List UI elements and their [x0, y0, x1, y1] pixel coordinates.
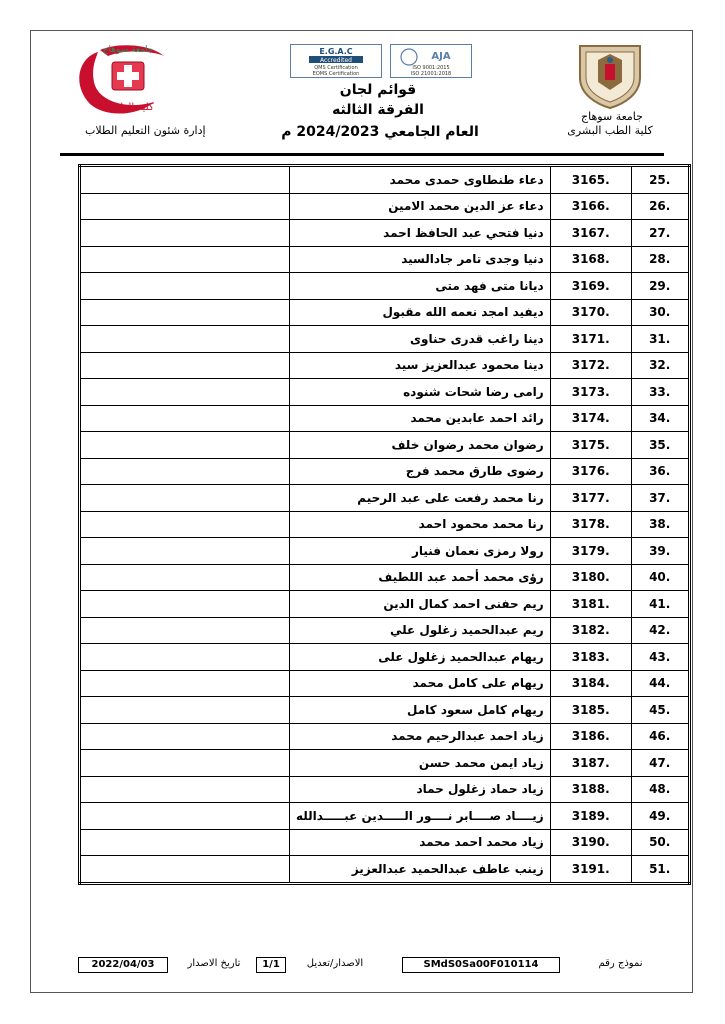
table-row — [80, 538, 690, 565]
student-name: ريهام كامل سعود كامل — [290, 697, 551, 724]
table-row — [80, 166, 690, 194]
table-row — [80, 750, 690, 777]
student-name: رضوى طارق محمد فرج — [290, 458, 551, 485]
document-footer — [78, 957, 663, 973]
table-row — [80, 856, 690, 884]
student-name: زياد حماد زغلول حماد — [290, 776, 551, 803]
table-row — [80, 432, 690, 459]
table-row — [80, 299, 690, 326]
table-row — [80, 485, 690, 512]
student-name: دعاء عز الدين محمد الامين — [290, 193, 551, 220]
student-code: 3166. — [550, 193, 631, 220]
svg-text:ISO 9001:2015: ISO 9001:2015 — [412, 65, 450, 71]
department-label: إدارة شئون التعليم الطلاب — [85, 124, 206, 137]
student-name: ديانا متى فهد متى — [290, 273, 551, 300]
university-crest-icon — [572, 42, 648, 110]
table-row — [80, 352, 690, 379]
accreditation-badges — [290, 44, 480, 78]
student-name: زينب عاطف عبدالحميد عبدالعزيز — [290, 856, 551, 884]
row-serial: 40. — [631, 564, 689, 591]
signature-cell — [80, 352, 290, 379]
table-row — [80, 644, 690, 671]
signature-cell — [80, 485, 290, 512]
student-code: 3180. — [550, 564, 631, 591]
student-code: 3190. — [550, 829, 631, 856]
table-row — [80, 273, 690, 300]
student-code: 3171. — [550, 326, 631, 353]
row-serial: 34. — [631, 405, 689, 432]
student-code: 3168. — [550, 246, 631, 273]
row-serial: 27. — [631, 220, 689, 247]
signature-cell — [80, 379, 290, 406]
page-title: قوائم لجان — [339, 82, 417, 98]
row-serial: 45. — [631, 697, 689, 724]
student-name: رؤى محمد أحمد عبد اللطيف — [290, 564, 551, 591]
row-serial: 33. — [631, 379, 689, 406]
svg-text:Accredited: Accredited — [320, 57, 352, 64]
row-serial: 48. — [631, 776, 689, 803]
student-code: 3188. — [550, 776, 631, 803]
student-code: 3187. — [550, 750, 631, 777]
signature-cell — [80, 670, 290, 697]
form-number-label: نموذج رقم — [598, 958, 643, 969]
row-serial: 26. — [631, 193, 689, 220]
svg-text:EOMS Certification: EOMS Certification — [312, 71, 360, 77]
signature-cell — [80, 644, 290, 671]
signature-cell — [80, 856, 290, 884]
row-serial: 50. — [631, 829, 689, 856]
student-code: 3189. — [550, 803, 631, 830]
student-name: رامى رضا شحات شنوده — [290, 379, 551, 406]
student-code: 3172. — [550, 352, 631, 379]
signature-cell — [80, 723, 290, 750]
student-name: رنا محمد رفعت على عبد الرحيم — [290, 485, 551, 512]
table-row — [80, 193, 690, 220]
signature-cell — [80, 776, 290, 803]
revision-value: 1/1 — [256, 957, 286, 973]
student-name: دينا راغب قدرى حناوى — [290, 326, 551, 353]
signature-cell — [80, 326, 290, 353]
aja-badge — [390, 44, 472, 78]
student-name: زياد محمد احمد محمد — [290, 829, 551, 856]
row-serial: 29. — [631, 273, 689, 300]
student-code: 3186. — [550, 723, 631, 750]
logo-arc-text-bottom: كلية الطب — [110, 102, 154, 113]
row-serial: 28. — [631, 246, 689, 273]
student-code: 3179. — [550, 538, 631, 565]
student-name: رولا رمزى نعمان فنيار — [290, 538, 551, 565]
row-serial: 35. — [631, 432, 689, 459]
student-code: 3175. — [550, 432, 631, 459]
logo-arc-text-top: جامعة سوهاج — [102, 45, 154, 55]
student-code: 3167. — [550, 220, 631, 247]
signature-cell — [80, 166, 290, 194]
signature-cell — [80, 538, 290, 565]
signature-cell — [80, 246, 290, 273]
student-code: 3165. — [550, 166, 631, 194]
table-row — [80, 617, 690, 644]
student-name: دينا محمود عبدالعزيز سيد — [290, 352, 551, 379]
signature-cell — [80, 803, 290, 830]
table-row — [80, 670, 690, 697]
student-code: 3176. — [550, 458, 631, 485]
student-name: زياد ايمن محمد حسن — [290, 750, 551, 777]
signature-cell — [80, 273, 290, 300]
student-code: 3185. — [550, 697, 631, 724]
svg-text:E.G.A.C: E.G.A.C — [319, 47, 353, 56]
signature-cell — [80, 829, 290, 856]
table-row — [80, 511, 690, 538]
student-name: ديفيد امجد نعمه الله مقبول — [290, 299, 551, 326]
row-serial: 32. — [631, 352, 689, 379]
student-name: زيــــاد صــــابر نــــور الـــــدين عبـــــدالله — [290, 803, 551, 830]
table-row — [80, 776, 690, 803]
row-serial: 39. — [631, 538, 689, 565]
table-row — [80, 246, 690, 273]
student-code: 3183. — [550, 644, 631, 671]
table-row — [80, 564, 690, 591]
issue-date-label: تاريخ الاصدار — [187, 958, 241, 969]
row-serial: 44. — [631, 670, 689, 697]
signature-cell — [80, 299, 290, 326]
student-name: دعاء طنطاوى حمدى محمد — [290, 166, 551, 194]
signature-cell — [80, 591, 290, 618]
table-row — [80, 697, 690, 724]
student-name: رائد احمد عابدين محمد — [290, 405, 551, 432]
row-serial: 51. — [631, 856, 689, 884]
student-name: دنيا وجدى تامر جادالسيد — [290, 246, 551, 273]
row-serial: 25. — [631, 166, 689, 194]
committee-roster-table — [78, 164, 691, 885]
row-serial: 43. — [631, 644, 689, 671]
roster-body — [80, 166, 690, 884]
revision-label: الاصدار/تعديل — [306, 958, 364, 969]
table-row — [80, 326, 690, 353]
header-divider — [60, 153, 664, 156]
svg-text:QMS Certification: QMS Certification — [314, 65, 358, 71]
form-number: SMdS0Sa00F010114 — [402, 957, 560, 973]
academic-year-title: العام الجامعي 2024/2023 م — [281, 124, 479, 140]
table-row — [80, 405, 690, 432]
student-code: 3191. — [550, 856, 631, 884]
student-name: ريهام على كامل محمد — [290, 670, 551, 697]
svg-text:ISO 21001:2018: ISO 21001:2018 — [410, 71, 452, 77]
student-name: ريم حفنى احمد كمال الدين — [290, 591, 551, 618]
row-serial: 41. — [631, 591, 689, 618]
signature-cell — [80, 405, 290, 432]
student-code: 3170. — [550, 299, 631, 326]
faculty-logo — [68, 40, 180, 120]
row-serial: 37. — [631, 485, 689, 512]
faculty-name: كلية الطب البشرى — [567, 124, 653, 137]
table-row — [80, 379, 690, 406]
signature-cell — [80, 697, 290, 724]
year-level-title: الفرقة الثالثه — [332, 102, 424, 118]
row-serial: 30. — [631, 299, 689, 326]
svg-text:AJA: AJA — [431, 51, 451, 62]
egac-badge — [290, 44, 382, 78]
student-name: ريم عبدالحميد زغلول علي — [290, 617, 551, 644]
signature-cell — [80, 564, 290, 591]
student-code: 3174. — [550, 405, 631, 432]
signature-cell — [80, 458, 290, 485]
table-row — [80, 829, 690, 856]
row-serial: 49. — [631, 803, 689, 830]
row-serial: 38. — [631, 511, 689, 538]
student-name: دنيا فتحي عبد الحافظ احمد — [290, 220, 551, 247]
student-code: 3169. — [550, 273, 631, 300]
row-serial: 42. — [631, 617, 689, 644]
student-name: زياد احمد عبدالرحيم محمد — [290, 723, 551, 750]
issue-date: 2022/04/03 — [78, 957, 168, 973]
table-row — [80, 803, 690, 830]
signature-cell — [80, 193, 290, 220]
signature-cell — [80, 220, 290, 247]
student-code: 3178. — [550, 511, 631, 538]
student-code: 3177. — [550, 485, 631, 512]
university-name: جامعة سوهاج — [581, 110, 643, 123]
student-name: رضوان محمد رضوان خلف — [290, 432, 551, 459]
student-code: 3184. — [550, 670, 631, 697]
student-name: ريهام عبدالحميد زغلول على — [290, 644, 551, 671]
signature-cell — [80, 511, 290, 538]
table-row — [80, 591, 690, 618]
table-row — [80, 723, 690, 750]
signature-cell — [80, 750, 290, 777]
row-serial: 36. — [631, 458, 689, 485]
table-row — [80, 458, 690, 485]
row-serial: 46. — [631, 723, 689, 750]
student-code: 3182. — [550, 617, 631, 644]
signature-cell — [80, 432, 290, 459]
table-row — [80, 220, 690, 247]
signature-cell — [80, 617, 290, 644]
student-code: 3181. — [550, 591, 631, 618]
student-code: 3173. — [550, 379, 631, 406]
row-serial: 31. — [631, 326, 689, 353]
student-name: رنا محمد محمود احمد — [290, 511, 551, 538]
row-serial: 47. — [631, 750, 689, 777]
